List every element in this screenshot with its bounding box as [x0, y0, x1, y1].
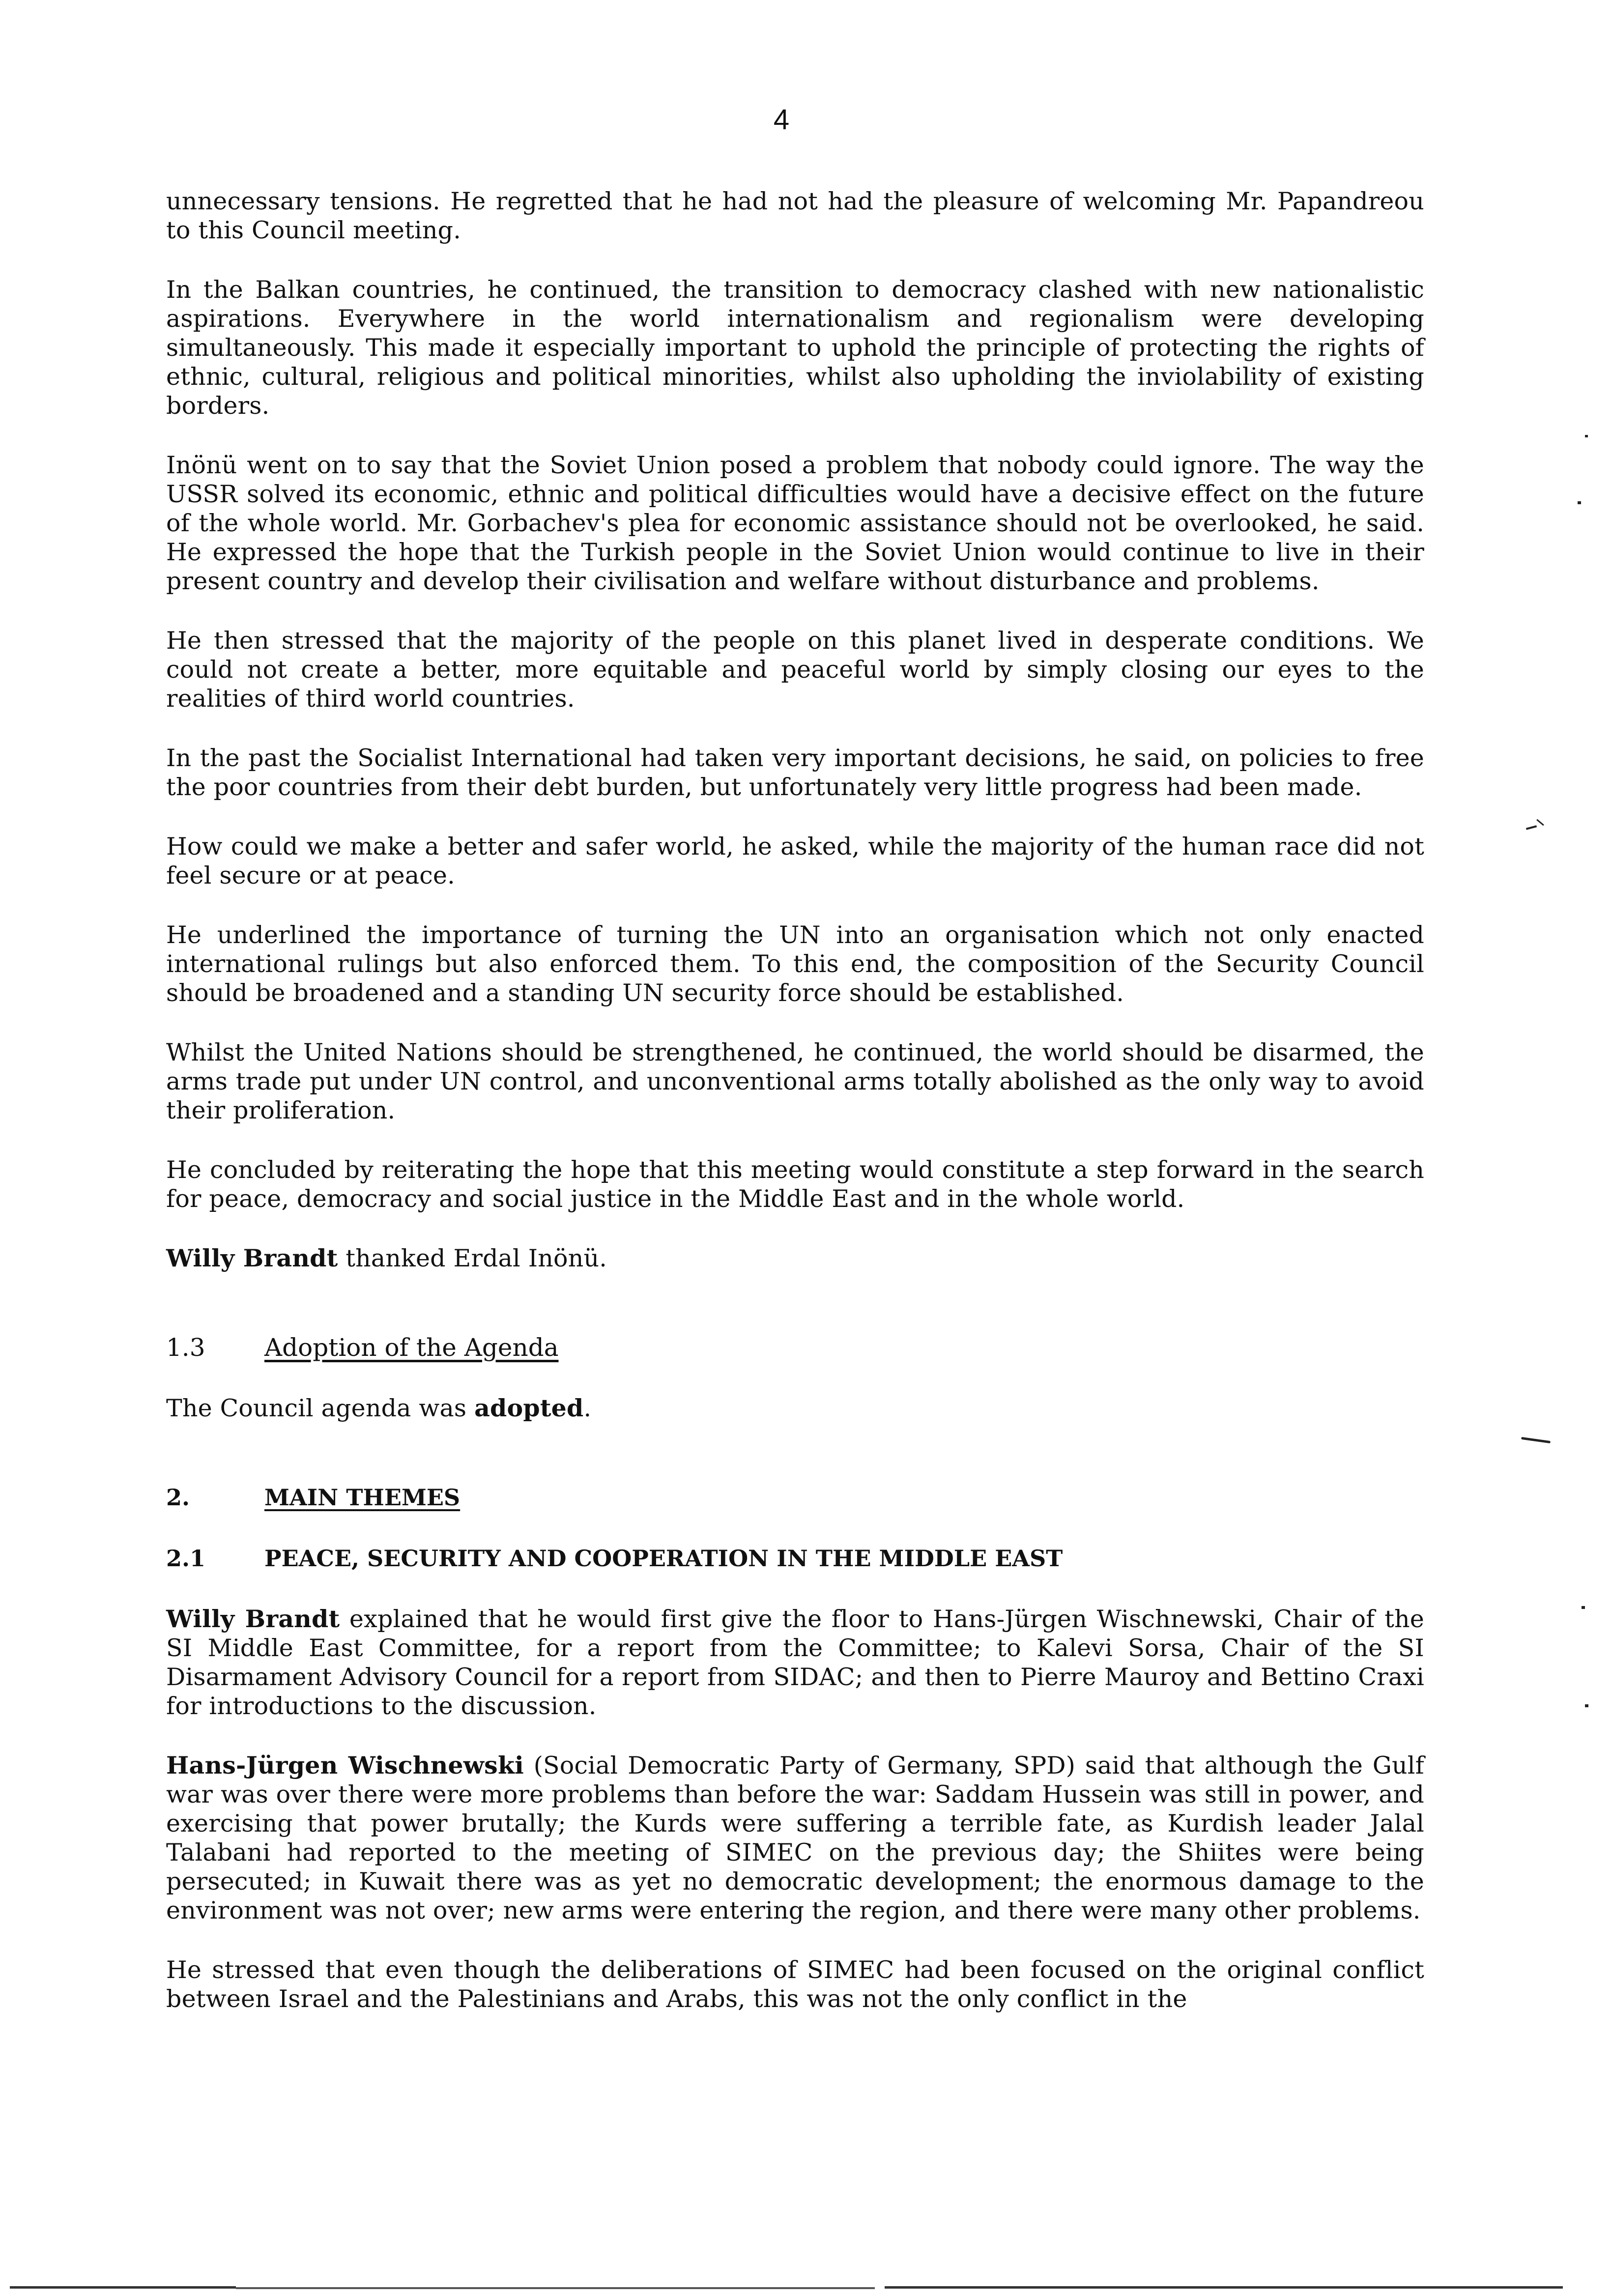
section-heading-2-1 [166, 1544, 1424, 1573]
paragraph-5: In the past the Socialist International had taken very important decisions, he said, on policies to free the poor countries from their debt burden, but unfortunately very little progress had been made. [166, 744, 1424, 801]
scan-edge-line [885, 2286, 1563, 2289]
scan-speck [1526, 825, 1537, 830]
paragraph-10-text: thanked Erdal Inönü. [338, 1244, 607, 1272]
paragraph-11 [166, 1394, 1424, 1423]
section-heading-2 [166, 1483, 1424, 1512]
page-number: 4 [773, 104, 790, 136]
section-title: MAIN THEMES [264, 1484, 461, 1511]
paragraph-11-end: . [583, 1394, 592, 1422]
scan-speck [1536, 819, 1544, 826]
document-body [166, 187, 1424, 2044]
paragraph-10 [166, 1244, 1424, 1273]
scan-speck [1521, 1437, 1551, 1443]
spacer [166, 1453, 1424, 1483]
scan-edge-line [236, 2287, 875, 2289]
speaker-name: Willy Brandt [166, 1244, 338, 1272]
spacer [166, 1303, 1424, 1333]
scan-speck [1578, 501, 1581, 504]
scan-speck [1582, 1606, 1585, 1609]
section-title: Adoption of the Agenda [264, 1333, 559, 1362]
paragraph-11-text: The Council agenda was [166, 1394, 475, 1422]
paragraph-13 [166, 1751, 1424, 1925]
paragraph-1: unnecessary tensions. He regretted that he had not had the pleasure of welcoming Mr. Papandreou to this Council meeting. [166, 187, 1424, 244]
paragraph-12-text: explained that he would first give the floor to Hans-Jürgen Wischnewski, Chair of the SI Middle East Committee, for a report from the Committee; to Kalevi Sorsa, Chair of the SI Disarmament Advisory Council for a report from SIDAC; and then to Pierre Mauroy and Bettino Craxi for introductions to the discussion. [166, 1605, 1424, 1720]
paragraph-4: He then stressed that the majority of the people on this planet lived in desperate conditions. We could not create a better, more equitable and peaceful world by simply closing our eyes to the realities of third world countries. [166, 627, 1424, 713]
paragraph-14: He stressed that even though the deliberations of SIMEC had been focused on the original conflict between Israel and the Palestinians and Arabs, this was not the only conflict in the [166, 1956, 1424, 2013]
paragraph-7: He underlined the importance of turning the UN into an organisation which not only enacted international rulings but also enforced them. To this end, the composition of the Security Council should be broadened and a standing UN security force should be established. [166, 921, 1424, 1007]
scan-speck [1585, 1704, 1588, 1707]
section-heading-1-3 [166, 1333, 1424, 1362]
paragraph-13-text: (Social Democratic Party of Germany, SPD) said that although the Gulf war was over there were more problems than before the war: Saddam Hussein was still in power, and exercising that power brutally; the Kurds were suffering a terrible fate, as Kurdish leader Jalal Talabani had reported to the meeting of SIMEC on the previous day; the Shiites were being persecuted; in Kuwait there was as yet no democratic development; the enormous damage to the environment was not over; new arms were entering the region, and there were many other problems. [166, 1751, 1424, 1924]
section-number: 2.1 [166, 1545, 206, 1572]
section-number: 2. [166, 1484, 190, 1511]
paragraph-6: How could we make a better and safer world, he asked, while the majority of the human race did not feel secure or at peace. [166, 832, 1424, 890]
paragraph-3: Inönü went on to say that the Soviet Union posed a problem that nobody could ignore. The way the USSR solved its economic, ethnic and political difficulties would have a decisive effect on the future of the whole world. Mr. Gorbachev's plea for economic assistance should not be overlooked, he said. He expressed the hope that the Turkish people in the Soviet Union would continue to live in their present country and develop their civilisation and welfare without disturbance and problems. [166, 451, 1424, 595]
scan-speck [1585, 435, 1588, 437]
paragraph-8: Whilst the United Nations should be strengthened, he continued, the world should be disarmed, the arms trade put under UN control, and unconventional arms totally abolished as the only way to avoid their proliferation. [166, 1038, 1424, 1124]
paragraph-2: In the Balkan countries, he continued, the transition to democracy clashed with new nationalistic aspirations. Everywhere in the world internationalism and regionalism were developing simultaneously. This made it especially important to uphold the principle of protecting the rights of ethnic, cultural, religious and political minorities, whilst also upholding the inviolability of existing borders. [166, 276, 1424, 420]
scan-edge-line [10, 2286, 236, 2289]
section-title: PEACE, SECURITY AND COOPERATION IN THE MIDDLE EAST [264, 1545, 1063, 1572]
speaker-name: Willy Brandt [166, 1605, 340, 1633]
paragraph-12 [166, 1605, 1424, 1721]
speaker-name: Hans-Jürgen Wischnewski [166, 1751, 524, 1779]
paragraph-9: He concluded by reiterating the hope that this meeting would constitute a step forward in the search for peace, democracy and social justice in the Middle East and in the whole world. [166, 1156, 1424, 1213]
adopted-word: adopted [474, 1394, 584, 1422]
section-number: 1.3 [166, 1333, 205, 1362]
